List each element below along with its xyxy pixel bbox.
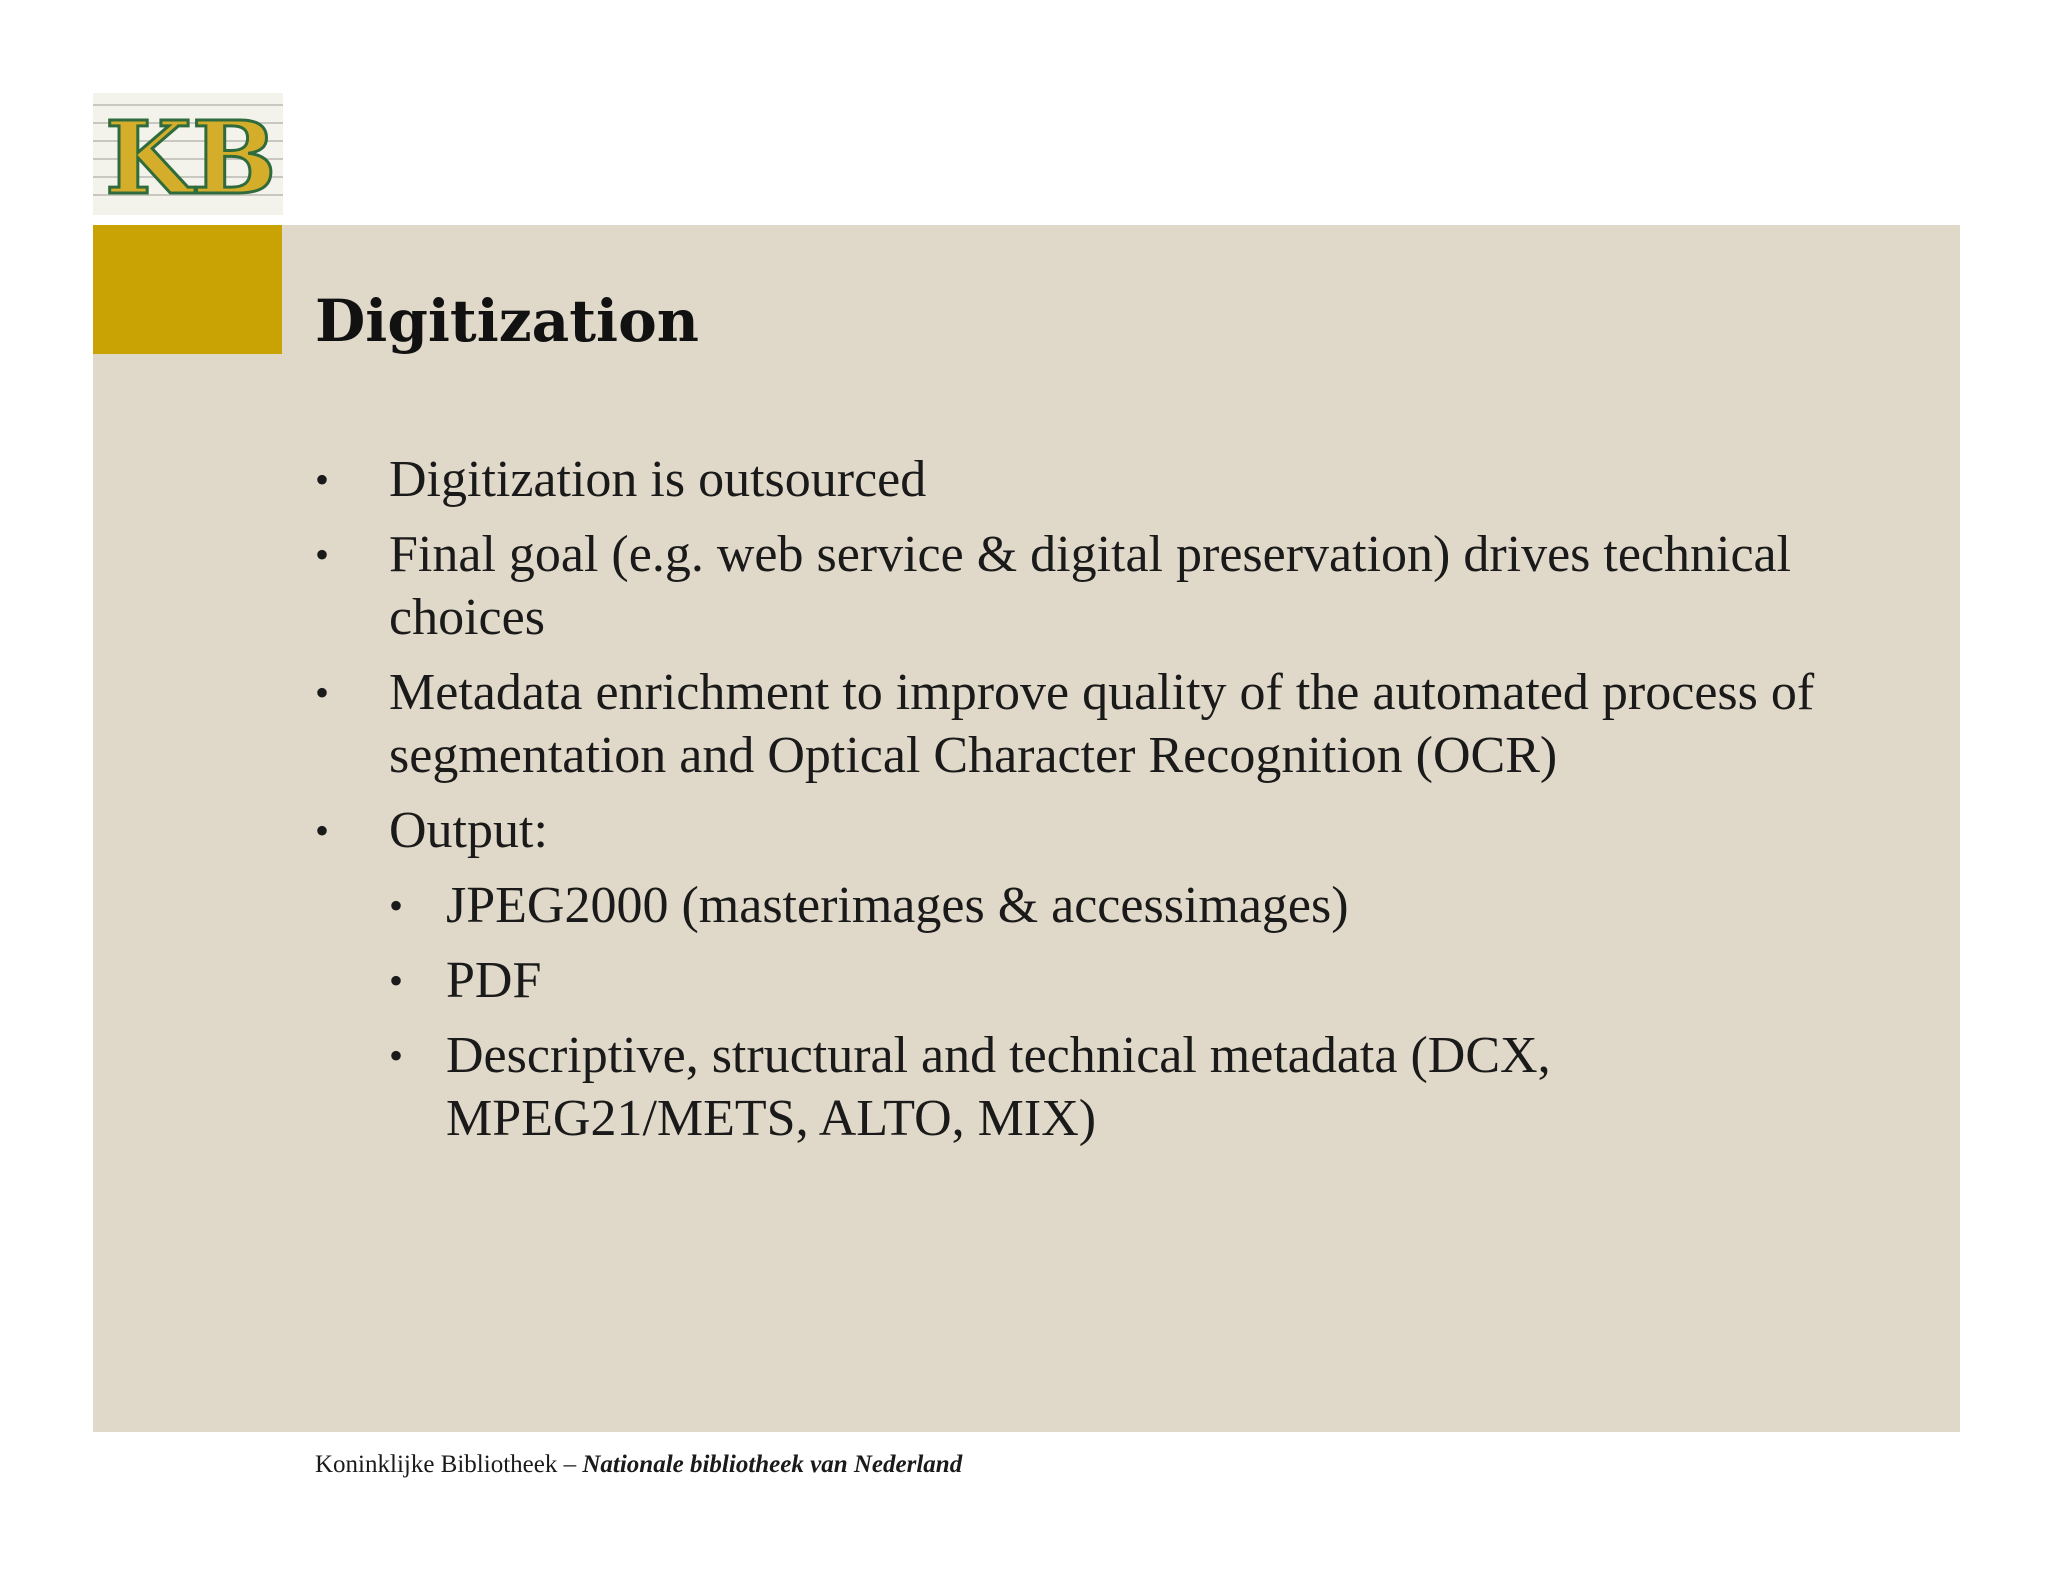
kb-logo-text: KB (105, 99, 277, 215)
bullet-item: • Digitization is outsourced (315, 448, 1855, 511)
sub-bullet-item: • Descriptive, structural and technical metadata (DCX, MPEG21/METS, ALTO, MIX) (389, 1024, 1855, 1150)
bullet-item: • Final goal (e.g. web service & digital preservation) drives technical choices (315, 523, 1855, 649)
sub-bullet-item: • PDF (389, 949, 1855, 1012)
sub-bullet-item: • JPEG2000 (masterimages & accessimages) (389, 874, 1855, 937)
kb-logo-graphic (93, 93, 283, 215)
footer-org: Koninklijke Bibliotheek – (315, 1451, 577, 1478)
kb-logo (93, 93, 283, 215)
bullet-item: • Output: (315, 799, 1855, 862)
slide-title: Digitization (315, 287, 699, 355)
footer (315, 1451, 962, 1479)
bullet-item: • Metadata enrichment to improve quality of the automated process of segmentation and Optical Character Recognition (OCR) (315, 661, 1855, 787)
bullet-list (315, 448, 1855, 1162)
accent-square (93, 225, 282, 354)
footer-tagline: Nationale bibliotheek van Nederland (582, 1451, 963, 1478)
